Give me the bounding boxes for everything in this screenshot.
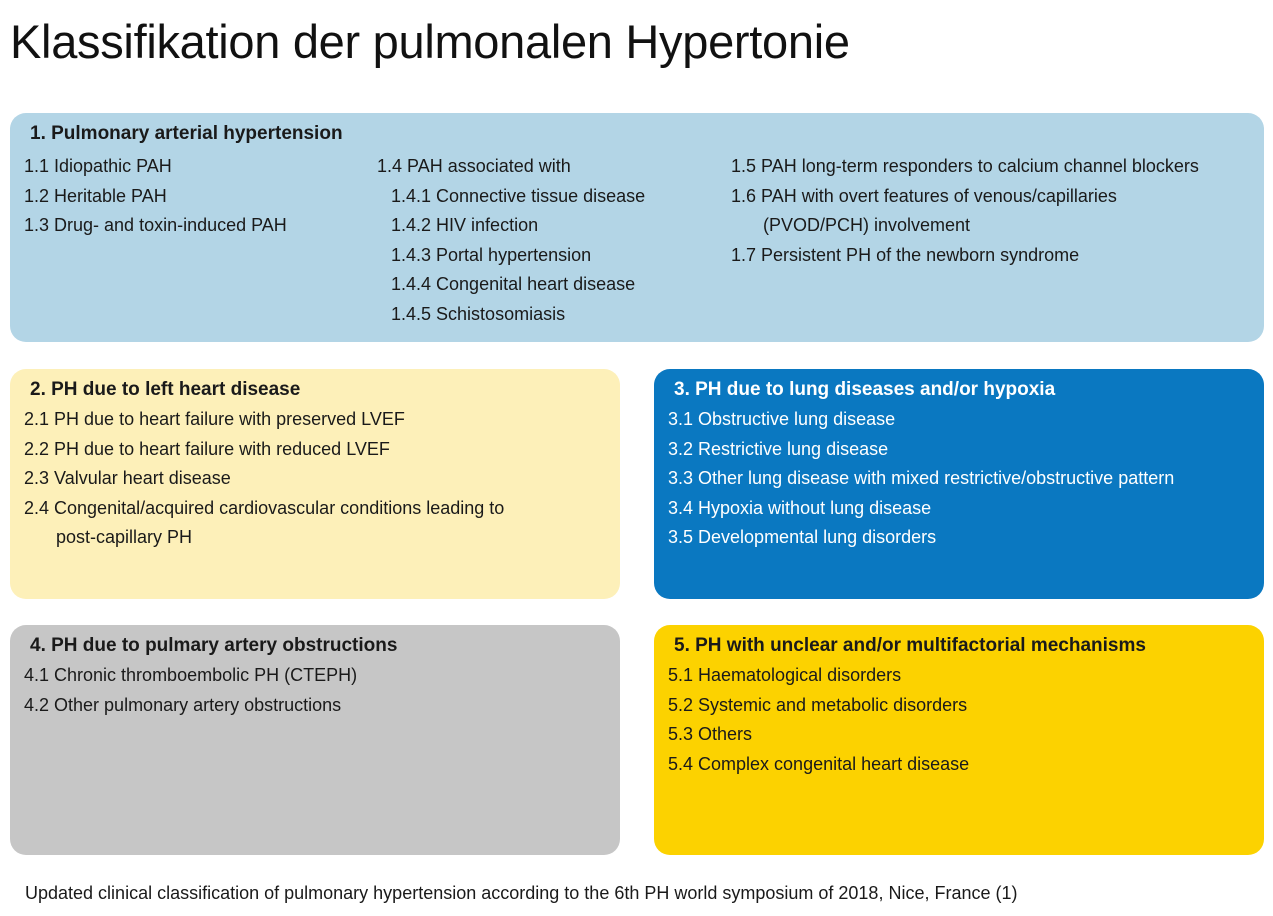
list-item: 3.4 Hypoxia without lung disease: [668, 497, 932, 518]
group-1-column-1: [24, 152, 287, 241]
list-item: 3.2 Restrictive lung disease: [668, 438, 889, 459]
list-item: 1.6 PAH with overt features of venous/capillaries: [731, 185, 1117, 206]
list-item: 2.2 PH due to heart failure with reduced LVEF: [24, 438, 390, 459]
list-item: 2.4 Congenital/acquired cardiovascular conditions leading to: [24, 497, 505, 518]
list-item: 5.1 Haematological disorders: [668, 665, 902, 685]
list-item: 3.5 Developmental lung disorders: [668, 527, 937, 547]
list-item: 2.1 PH due to heart failure with preserved LVEF: [24, 409, 405, 429]
list-item-continuation: (PVOD/PCH) involvement: [763, 215, 971, 235]
list-item: 1.1 Idiopathic PAH: [24, 156, 172, 176]
list-item: 1.3 Drug- and toxin-induced PAH: [24, 215, 287, 235]
group-4-heading: 4. PH due to pulmary artery obstructions: [30, 635, 398, 656]
list-item: 5.4 Complex congenital heart disease: [668, 753, 970, 774]
page-title: Klassifikation der pulmonalen Hypertonie: [10, 15, 850, 68]
group-5-box: [654, 625, 1264, 855]
group-4-box: [10, 625, 620, 855]
figure-caption: Updated clinical classification of pulmonary hypertension according to the 6th PH world symposium of 2018, Nice, France (1): [25, 883, 1018, 903]
list-subitem: 1.4.5 Schistosomiasis: [391, 303, 566, 324]
group-3-box: [654, 369, 1264, 599]
list-subitem: 1.4.3 Portal hypertension: [391, 244, 592, 265]
group-1-column-3: [731, 152, 1199, 270]
group-3-heading: 3. PH due to lung diseases and/or hypoxia: [674, 379, 1056, 400]
list-item: 1.4 PAH associated with: [377, 156, 571, 176]
group-2-heading: 2. PH due to left heart disease: [30, 379, 301, 400]
list-subitem: 1.4.2 HIV infection: [391, 215, 539, 235]
list-item: 1.5 PAH long-term responders to calcium channel blockers: [731, 156, 1199, 176]
list-item: 3.1 Obstructive lung disease: [668, 409, 896, 429]
list-item: 1.2 Heritable PAH: [24, 185, 167, 206]
list-item: 3.3 Other lung disease with mixed restrictive/obstructive pattern: [668, 468, 1175, 488]
list-item: 1.7 Persistent PH of the newborn syndrome: [731, 244, 1080, 265]
list-item: 4.1 Chronic thromboembolic PH (CTEPH): [24, 665, 358, 685]
group-2-box: [10, 369, 620, 599]
group-1-heading: 1. Pulmonary arterial hypertension: [30, 123, 343, 144]
list-item: 4.2 Other pulmonary artery obstructions: [24, 694, 342, 715]
list-item: 5.2 Systemic and metabolic disorders: [668, 694, 968, 715]
group-1-box: [10, 113, 1264, 342]
list-item-continuation: post-capillary PH: [56, 527, 193, 547]
list-subitem: 1.4.1 Connective tissue disease: [391, 185, 646, 206]
list-item: 5.3 Others: [668, 724, 753, 744]
list-item: 2.3 Valvular heart disease: [24, 468, 231, 488]
group-1-column-2: [377, 152, 645, 329]
list-subitem: 1.4.4 Congenital heart disease: [391, 274, 636, 294]
group-5-heading: 5. PH with unclear and/or multifactorial mechanisms: [674, 635, 1146, 656]
